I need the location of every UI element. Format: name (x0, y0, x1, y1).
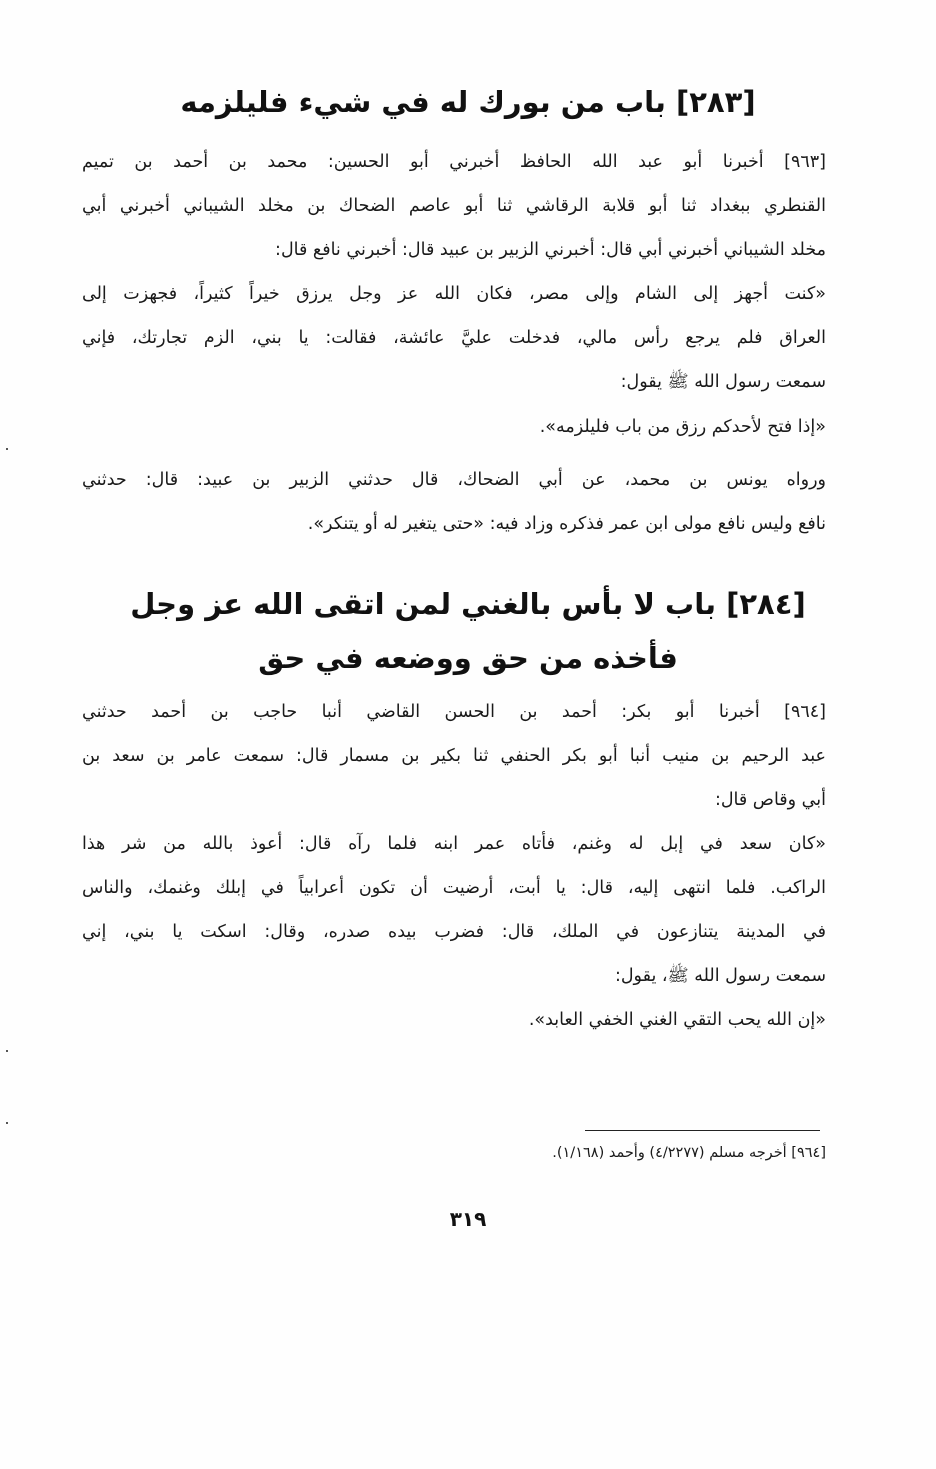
scan-speck (6, 1050, 8, 1052)
footnote-divider (585, 1130, 820, 1131)
report-line: سمعت رسول الله ﷺ، يقول: (614, 966, 826, 986)
hadith-text: «إذا فتح لأحدكم رزق من باب فليلزمه». (539, 417, 826, 437)
chapter-284-report (82, 822, 826, 998)
isnad-line: القنطري ببغداد ثنا أبو قلابة الرقاشي ثنا أبو عاصم الضحاك بن مخلد الشيباني أخبرني أبي (82, 196, 826, 216)
note-line: ورواه يونس بن محمد، عن أبي الضحاك، قال حدثني الزبير بن عبيد: قال: حدثني (82, 470, 826, 490)
note-line: نافع وليس نافع مولى ابن عمر فذكره وزاد فيه: «حتى يتغير له أو يتنكر». (307, 514, 826, 534)
isnad-line: مخلد الشيباني أخبرني أبي قال: أخبرني الزبير بن عبيد قال: أخبرني نافع قال: (275, 240, 826, 260)
scan-speck (6, 448, 8, 450)
report-line: العراق فلم يرجع رأس مالي، فدخلت عليَّ عائشة، فقالت: يا بني، الزم تجارتك، فإني (82, 328, 826, 348)
chapter-283-note (82, 458, 826, 546)
chapter-283-heading: [٢٨٣] باب من بورك له في شيء فليلزمه (180, 85, 756, 119)
isnad-line: [٩٦٣] أخبرنا أبو عبد الله الحافظ أخبرني أبو الحسين: محمد بن أحمد بن تميم (82, 152, 826, 172)
footnote: [٩٦٤] أخرجه مسلم (٤/٢٢٧٧) وأحمد (١/١٦٨). (552, 1145, 826, 1161)
report-line: في المدينة يتنازعون في الملك، قال: فضرب بيده صدره، وقال: اسكت يا بني، إني (82, 922, 826, 942)
report-line: سمعت رسول الله ﷺ يقول: (620, 372, 826, 392)
report-line: «كان سعد في إبل له وغنم، فأتاه عمر ابنه فلما رآه قال: أعوذ بالله من شر هذا (82, 834, 826, 854)
chapter-283-hadith (82, 405, 826, 449)
chapter-284-heading-line1: [٢٨٤] باب لا بأس بالغني لمن اتقى الله عز وجل (130, 587, 806, 621)
chapter-284-heading-line2: فأخذه من حق ووضعه في حق (258, 641, 678, 675)
chapter-283-isnad (82, 140, 826, 272)
report-line: الراكب. فلما انتهى إليه، قال: يا أبت، أرضيت أن تكون أعرابياً في إبلك وغنمك، والناس (82, 878, 826, 898)
isnad-line: عبد الرحيم بن منيب أنبا أبو بكر الحنفي ثنا بكير بن مسمار قال: سمعت عامر بن سعد بن (82, 746, 826, 766)
page-number: ٣١٩ (449, 1207, 487, 1231)
chapter-284-hadith (82, 998, 826, 1042)
chapter-283-report (82, 272, 826, 404)
chapter-284-isnad (82, 690, 826, 822)
isnad-line: أبي وقاص قال: (714, 790, 826, 810)
scan-speck (6, 1122, 8, 1124)
isnad-line: [٩٦٤] أخبرنا أبو بكر: أحمد بن الحسن القاضي أنبا حاجب بن أحمد حدثني (82, 702, 826, 722)
report-line: «كنت أجهز إلى الشام وإلى مصر، فكان الله عز وجل يرزق خيراً كثيراً، فجهزت إلى (82, 284, 826, 304)
hadith-text: «إن الله يحب التقي الغني الخفي العابد». (528, 1010, 826, 1030)
